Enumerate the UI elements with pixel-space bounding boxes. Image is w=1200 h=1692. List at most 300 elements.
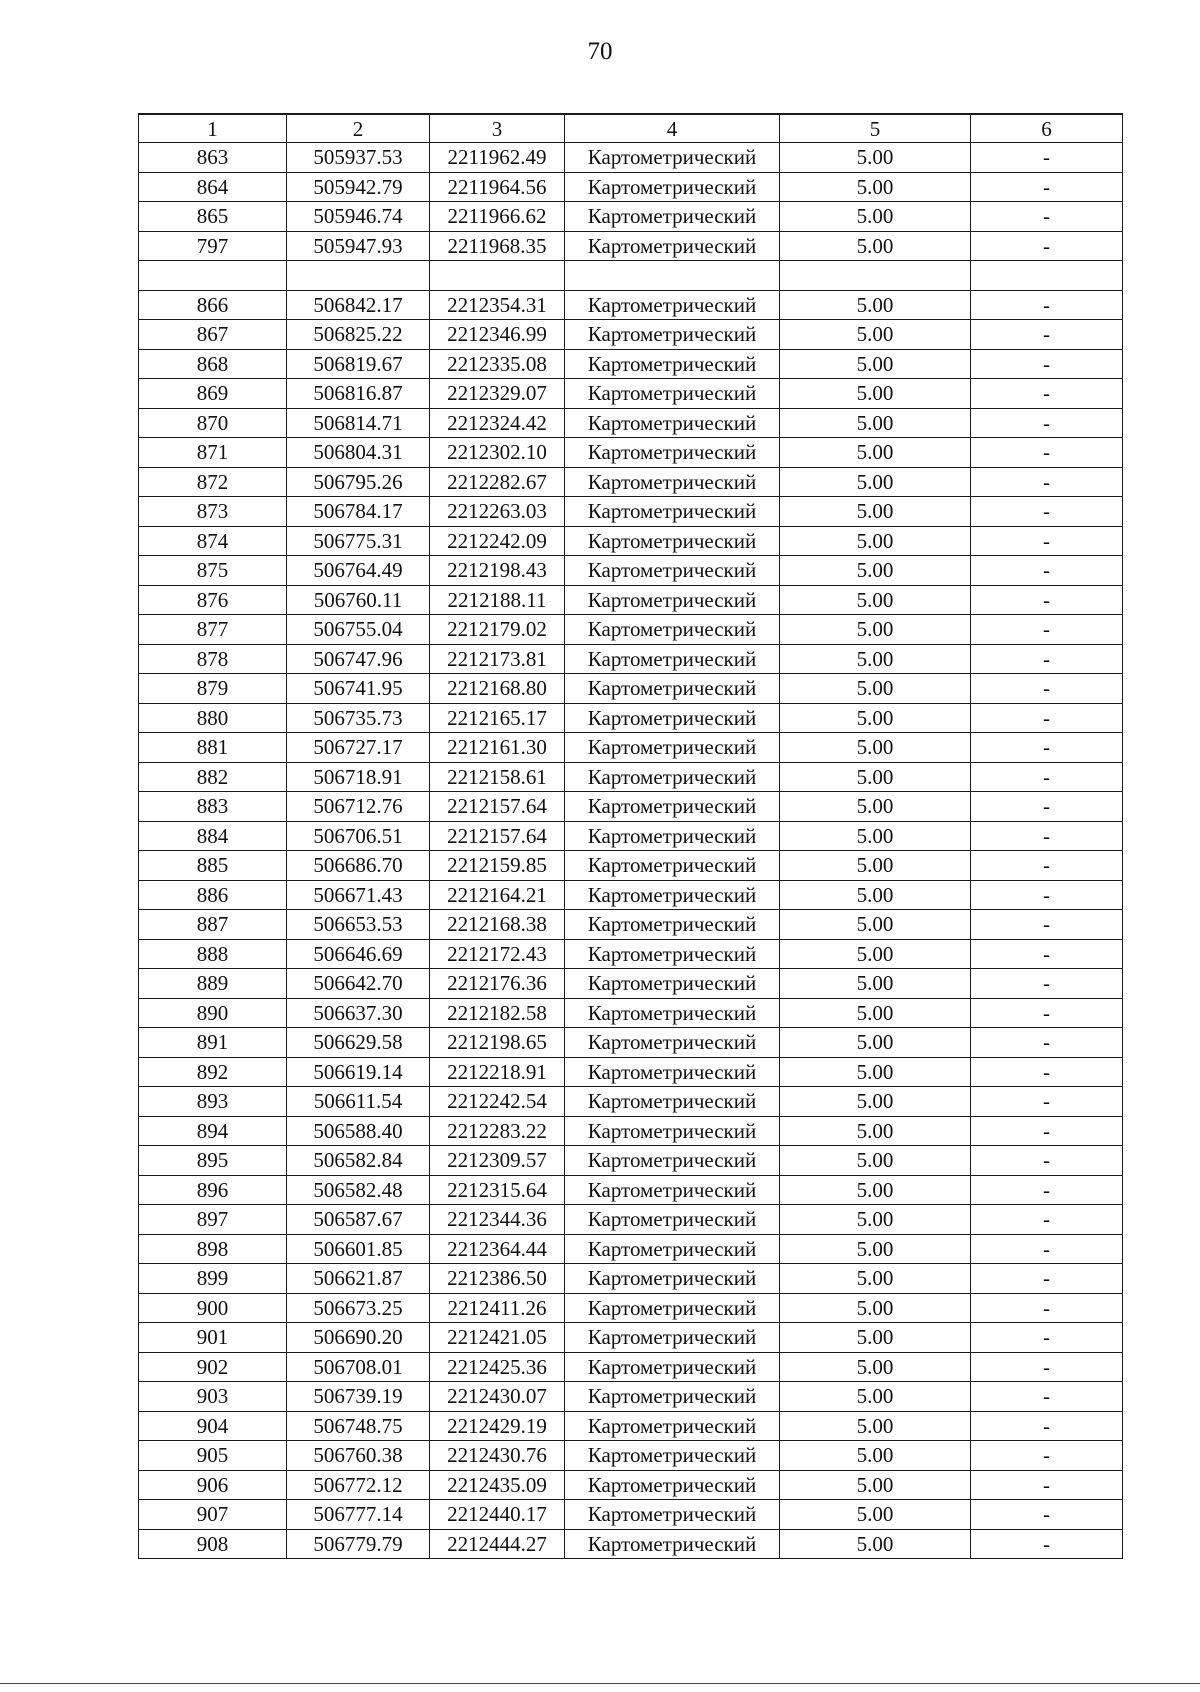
method-cell: Картометрический <box>565 172 780 202</box>
method-cell: Картометрический <box>565 438 780 468</box>
description-cell: - <box>971 615 1123 645</box>
y-coordinate-cell: 2212159.85 <box>430 851 565 881</box>
point-number-cell <box>139 261 287 291</box>
point-number-cell: 868 <box>139 349 287 379</box>
accuracy-cell: 5.00 <box>780 408 971 438</box>
y-coordinate-cell: 2212157.64 <box>430 792 565 822</box>
method-cell: Картометрический <box>565 467 780 497</box>
x-coordinate-cell: 506755.04 <box>287 615 430 645</box>
accuracy-cell: 5.00 <box>780 1205 971 1235</box>
description-cell: - <box>971 1500 1123 1530</box>
x-coordinate-cell: 506804.31 <box>287 438 430 468</box>
x-coordinate-cell: 506727.17 <box>287 733 430 763</box>
point-number-cell: 866 <box>139 290 287 320</box>
point-number-cell: 897 <box>139 1205 287 1235</box>
description-cell: - <box>971 1529 1123 1559</box>
accuracy-cell: 5.00 <box>780 615 971 645</box>
point-number-cell: 888 <box>139 939 287 969</box>
table-row <box>139 998 1123 1028</box>
table-row <box>139 1116 1123 1146</box>
accuracy-cell: 5.00 <box>780 349 971 379</box>
table-row <box>139 438 1123 468</box>
column-header: 1 <box>139 114 287 143</box>
table-row <box>139 1382 1123 1412</box>
x-coordinate-cell: 506582.48 <box>287 1175 430 1205</box>
description-cell: - <box>971 939 1123 969</box>
point-number-cell: 871 <box>139 438 287 468</box>
table-row <box>139 320 1123 350</box>
method-cell: Картометрический <box>565 1529 780 1559</box>
x-coordinate-cell: 505937.53 <box>287 143 430 173</box>
point-number-cell: 869 <box>139 379 287 409</box>
table-row <box>139 497 1123 527</box>
description-cell: - <box>971 585 1123 615</box>
method-cell <box>565 261 780 291</box>
description-cell: - <box>971 1205 1123 1235</box>
point-number-cell: 882 <box>139 762 287 792</box>
x-coordinate-cell: 506735.73 <box>287 703 430 733</box>
y-coordinate-cell: 2212430.76 <box>430 1441 565 1471</box>
method-cell: Картометрический <box>565 1441 780 1471</box>
method-cell: Картометрический <box>565 1175 780 1205</box>
description-cell: - <box>971 438 1123 468</box>
y-coordinate-cell: 2212324.42 <box>430 408 565 438</box>
y-coordinate-cell: 2212435.09 <box>430 1470 565 1500</box>
table-row <box>139 290 1123 320</box>
description-cell: - <box>971 172 1123 202</box>
point-number-cell: 901 <box>139 1323 287 1353</box>
description-cell: - <box>971 969 1123 999</box>
y-coordinate-cell: 2212425.36 <box>430 1352 565 1382</box>
x-coordinate-cell: 506637.30 <box>287 998 430 1028</box>
table-row <box>139 1352 1123 1382</box>
description-cell: - <box>971 1234 1123 1264</box>
table-row <box>139 1234 1123 1264</box>
y-coordinate-cell: 2212165.17 <box>430 703 565 733</box>
y-coordinate-cell: 2212344.36 <box>430 1205 565 1235</box>
description-cell: - <box>971 1175 1123 1205</box>
method-cell: Картометрический <box>565 851 780 881</box>
table-row <box>139 674 1123 704</box>
y-coordinate-cell: 2212354.31 <box>430 290 565 320</box>
y-coordinate-cell: 2212179.02 <box>430 615 565 645</box>
description-cell: - <box>971 1087 1123 1117</box>
accuracy-cell: 5.00 <box>780 1264 971 1294</box>
point-number-cell: 881 <box>139 733 287 763</box>
y-coordinate-cell: 2212302.10 <box>430 438 565 468</box>
y-coordinate-cell: 2212335.08 <box>430 349 565 379</box>
accuracy-cell: 5.00 <box>780 969 971 999</box>
y-coordinate-cell: 2212173.81 <box>430 644 565 674</box>
x-coordinate-cell: 506741.95 <box>287 674 430 704</box>
y-coordinate-cell: 2212421.05 <box>430 1323 565 1353</box>
y-coordinate-cell: 2212263.03 <box>430 497 565 527</box>
x-coordinate-cell: 506760.11 <box>287 585 430 615</box>
description-cell: - <box>971 143 1123 173</box>
description-cell: - <box>971 526 1123 556</box>
method-cell: Картометрический <box>565 526 780 556</box>
accuracy-cell: 5.00 <box>780 1175 971 1205</box>
method-cell: Картометрический <box>565 1352 780 1382</box>
x-coordinate-cell: 506582.84 <box>287 1146 430 1176</box>
table-row <box>139 1175 1123 1205</box>
method-cell: Картометрический <box>565 202 780 232</box>
description-cell: - <box>971 674 1123 704</box>
description-cell: - <box>971 1441 1123 1471</box>
accuracy-cell: 5.00 <box>780 939 971 969</box>
table-row <box>139 202 1123 232</box>
accuracy-cell: 5.00 <box>780 1352 971 1382</box>
method-cell: Картометрический <box>565 1500 780 1530</box>
accuracy-cell: 5.00 <box>780 674 971 704</box>
method-cell: Картометрический <box>565 1323 780 1353</box>
table-row <box>139 1057 1123 1087</box>
accuracy-cell: 5.00 <box>780 1146 971 1176</box>
accuracy-cell: 5.00 <box>780 379 971 409</box>
y-coordinate-cell: 2212242.09 <box>430 526 565 556</box>
method-cell: Картометрический <box>565 1382 780 1412</box>
y-coordinate-cell: 2211968.35 <box>430 231 565 261</box>
x-coordinate-cell <box>287 261 430 291</box>
x-coordinate-cell: 506795.26 <box>287 467 430 497</box>
x-coordinate-cell: 506646.69 <box>287 939 430 969</box>
method-cell: Картометрический <box>565 821 780 851</box>
method-cell: Картометрический <box>565 1087 780 1117</box>
description-cell: - <box>971 1116 1123 1146</box>
description-cell: - <box>971 231 1123 261</box>
table-row <box>139 880 1123 910</box>
point-number-cell: 886 <box>139 880 287 910</box>
table-header-row <box>139 114 1123 143</box>
table-row <box>139 910 1123 940</box>
column-header: 5 <box>780 114 971 143</box>
description-cell: - <box>971 556 1123 586</box>
point-number-cell: 907 <box>139 1500 287 1530</box>
table-row <box>139 939 1123 969</box>
method-cell: Картометрический <box>565 644 780 674</box>
description-cell: - <box>971 320 1123 350</box>
accuracy-cell: 5.00 <box>780 1382 971 1412</box>
description-cell: - <box>971 290 1123 320</box>
description-cell: - <box>971 733 1123 763</box>
point-number-cell: 898 <box>139 1234 287 1264</box>
x-coordinate-cell: 506712.76 <box>287 792 430 822</box>
point-number-cell: 884 <box>139 821 287 851</box>
method-cell: Картометрический <box>565 762 780 792</box>
table-row <box>139 1323 1123 1353</box>
method-cell: Картометрический <box>565 703 780 733</box>
method-cell: Картометрический <box>565 792 780 822</box>
point-number-cell: 899 <box>139 1264 287 1294</box>
description-cell: - <box>971 1028 1123 1058</box>
y-coordinate-cell: 2212176.36 <box>430 969 565 999</box>
method-cell: Картометрический <box>565 939 780 969</box>
accuracy-cell: 5.00 <box>780 143 971 173</box>
description-cell: - <box>971 1323 1123 1353</box>
table-row <box>139 1205 1123 1235</box>
accuracy-cell: 5.00 <box>780 1529 971 1559</box>
x-coordinate-cell: 506690.20 <box>287 1323 430 1353</box>
accuracy-cell: 5.00 <box>780 1500 971 1530</box>
accuracy-cell: 5.00 <box>780 585 971 615</box>
table-row <box>139 1028 1123 1058</box>
x-coordinate-cell: 506779.79 <box>287 1529 430 1559</box>
table-row <box>139 821 1123 851</box>
point-number-cell: 900 <box>139 1293 287 1323</box>
column-header: 2 <box>287 114 430 143</box>
description-cell: - <box>971 1411 1123 1441</box>
description-cell: - <box>971 408 1123 438</box>
method-cell: Картометрический <box>565 231 780 261</box>
y-coordinate-cell: 2212157.64 <box>430 821 565 851</box>
coordinates-table <box>138 113 1123 1559</box>
point-number-cell: 891 <box>139 1028 287 1058</box>
method-cell: Картометрический <box>565 969 780 999</box>
accuracy-cell: 5.00 <box>780 880 971 910</box>
table-row <box>139 585 1123 615</box>
x-coordinate-cell: 506739.19 <box>287 1382 430 1412</box>
y-coordinate-cell: 2212158.61 <box>430 762 565 792</box>
y-coordinate-cell: 2212309.57 <box>430 1146 565 1176</box>
point-number-cell: 865 <box>139 202 287 232</box>
description-cell: - <box>971 202 1123 232</box>
x-coordinate-cell: 506775.31 <box>287 526 430 556</box>
accuracy-cell: 5.00 <box>780 1234 971 1264</box>
point-number-cell: 905 <box>139 1441 287 1471</box>
x-coordinate-cell: 506588.40 <box>287 1116 430 1146</box>
table-row <box>139 1146 1123 1176</box>
y-coordinate-cell: 2212198.43 <box>430 556 565 586</box>
method-cell: Картометрический <box>565 408 780 438</box>
point-number-cell: 867 <box>139 320 287 350</box>
x-coordinate-cell: 506686.70 <box>287 851 430 881</box>
method-cell: Картометрический <box>565 320 780 350</box>
x-coordinate-cell: 506629.58 <box>287 1028 430 1058</box>
y-coordinate-cell: 2212430.07 <box>430 1382 565 1412</box>
method-cell: Картометрический <box>565 1146 780 1176</box>
method-cell: Картометрический <box>565 290 780 320</box>
x-coordinate-cell: 506706.51 <box>287 821 430 851</box>
method-cell: Картометрический <box>565 998 780 1028</box>
page-number: 70 <box>587 38 613 65</box>
x-coordinate-cell: 506777.14 <box>287 1500 430 1530</box>
y-coordinate-cell <box>430 261 565 291</box>
description-cell: - <box>971 703 1123 733</box>
accuracy-cell: 5.00 <box>780 1057 971 1087</box>
method-cell: Картометрический <box>565 349 780 379</box>
accuracy-cell: 5.00 <box>780 1323 971 1353</box>
method-cell: Картометрический <box>565 674 780 704</box>
accuracy-cell: 5.00 <box>780 1087 971 1117</box>
point-number-cell: 873 <box>139 497 287 527</box>
table-row <box>139 1411 1123 1441</box>
table-row <box>139 261 1123 291</box>
method-cell: Картометрический <box>565 556 780 586</box>
point-number-cell: 874 <box>139 526 287 556</box>
x-coordinate-cell: 506784.17 <box>287 497 430 527</box>
description-cell: - <box>971 379 1123 409</box>
accuracy-cell: 5.00 <box>780 1028 971 1058</box>
description-cell <box>971 261 1123 291</box>
x-coordinate-cell: 506772.12 <box>287 1470 430 1500</box>
method-cell: Картометрический <box>565 379 780 409</box>
description-cell: - <box>971 1264 1123 1294</box>
y-coordinate-cell: 2212282.67 <box>430 467 565 497</box>
accuracy-cell: 5.00 <box>780 438 971 468</box>
point-number-cell: 887 <box>139 910 287 940</box>
point-number-cell: 894 <box>139 1116 287 1146</box>
table-row <box>139 644 1123 674</box>
point-number-cell: 872 <box>139 467 287 497</box>
accuracy-cell: 5.00 <box>780 644 971 674</box>
y-coordinate-cell: 2212429.19 <box>430 1411 565 1441</box>
method-cell: Картометрический <box>565 880 780 910</box>
x-coordinate-cell: 506642.70 <box>287 969 430 999</box>
point-number-cell: 896 <box>139 1175 287 1205</box>
x-coordinate-cell: 506842.17 <box>287 290 430 320</box>
description-cell: - <box>971 1470 1123 1500</box>
accuracy-cell: 5.00 <box>780 1411 971 1441</box>
table-row <box>139 467 1123 497</box>
point-number-cell: 878 <box>139 644 287 674</box>
y-coordinate-cell: 2212198.65 <box>430 1028 565 1058</box>
method-cell: Картометрический <box>565 1057 780 1087</box>
point-number-cell: 883 <box>139 792 287 822</box>
accuracy-cell: 5.00 <box>780 556 971 586</box>
method-cell: Картометрический <box>565 910 780 940</box>
method-cell: Картометрический <box>565 615 780 645</box>
point-number-cell: 876 <box>139 585 287 615</box>
accuracy-cell: 5.00 <box>780 998 971 1028</box>
description-cell: - <box>971 851 1123 881</box>
y-coordinate-cell: 2211962.49 <box>430 143 565 173</box>
accuracy-cell: 5.00 <box>780 1441 971 1471</box>
x-coordinate-cell: 506671.43 <box>287 880 430 910</box>
description-cell: - <box>971 1146 1123 1176</box>
method-cell: Картометрический <box>565 733 780 763</box>
x-coordinate-cell: 506819.67 <box>287 349 430 379</box>
y-coordinate-cell: 2212168.38 <box>430 910 565 940</box>
accuracy-cell: 5.00 <box>780 1116 971 1146</box>
table-body <box>139 143 1123 1559</box>
y-coordinate-cell: 2212440.17 <box>430 1500 565 1530</box>
table-row <box>139 615 1123 645</box>
table-row <box>139 349 1123 379</box>
y-coordinate-cell: 2212444.27 <box>430 1529 565 1559</box>
description-cell: - <box>971 1057 1123 1087</box>
table-row <box>139 379 1123 409</box>
x-coordinate-cell: 506760.38 <box>287 1441 430 1471</box>
y-coordinate-cell: 2212164.21 <box>430 880 565 910</box>
description-cell: - <box>971 1293 1123 1323</box>
y-coordinate-cell: 2212218.91 <box>430 1057 565 1087</box>
x-coordinate-cell: 506825.22 <box>287 320 430 350</box>
point-number-cell: 877 <box>139 615 287 645</box>
description-cell: - <box>971 762 1123 792</box>
x-coordinate-cell: 505947.93 <box>287 231 430 261</box>
x-coordinate-cell: 506621.87 <box>287 1264 430 1294</box>
table-row <box>139 408 1123 438</box>
x-coordinate-cell: 506718.91 <box>287 762 430 792</box>
table-row <box>139 526 1123 556</box>
y-coordinate-cell: 2212283.22 <box>430 1116 565 1146</box>
point-number-cell: 880 <box>139 703 287 733</box>
method-cell: Картометрический <box>565 1028 780 1058</box>
y-coordinate-cell: 2212172.43 <box>430 939 565 969</box>
x-coordinate-cell: 506816.87 <box>287 379 430 409</box>
accuracy-cell: 5.00 <box>780 1470 971 1500</box>
column-header: 4 <box>565 114 780 143</box>
y-coordinate-cell: 2212346.99 <box>430 320 565 350</box>
y-coordinate-cell: 2212315.64 <box>430 1175 565 1205</box>
method-cell: Картометрический <box>565 1293 780 1323</box>
point-number-cell: 908 <box>139 1529 287 1559</box>
y-coordinate-cell: 2212242.54 <box>430 1087 565 1117</box>
point-number-cell: 870 <box>139 408 287 438</box>
table-row <box>139 762 1123 792</box>
description-cell: - <box>971 910 1123 940</box>
accuracy-cell: 5.00 <box>780 762 971 792</box>
accuracy-cell: 5.00 <box>780 497 971 527</box>
accuracy-cell <box>780 261 971 291</box>
point-number-cell: 892 <box>139 1057 287 1087</box>
accuracy-cell: 5.00 <box>780 821 971 851</box>
point-number-cell: 893 <box>139 1087 287 1117</box>
table-row <box>139 733 1123 763</box>
table-row <box>139 1441 1123 1471</box>
point-number-cell: 863 <box>139 143 287 173</box>
y-coordinate-cell: 2212168.80 <box>430 674 565 704</box>
accuracy-cell: 5.00 <box>780 733 971 763</box>
method-cell: Картометрический <box>565 1116 780 1146</box>
y-coordinate-cell: 2212386.50 <box>430 1264 565 1294</box>
accuracy-cell: 5.00 <box>780 703 971 733</box>
point-number-cell: 797 <box>139 231 287 261</box>
accuracy-cell: 5.00 <box>780 1293 971 1323</box>
x-coordinate-cell: 506587.67 <box>287 1205 430 1235</box>
description-cell: - <box>971 880 1123 910</box>
table-row <box>139 172 1123 202</box>
y-coordinate-cell: 2212329.07 <box>430 379 565 409</box>
x-coordinate-cell: 505942.79 <box>287 172 430 202</box>
accuracy-cell: 5.00 <box>780 467 971 497</box>
x-coordinate-cell: 506747.96 <box>287 644 430 674</box>
point-number-cell: 903 <box>139 1382 287 1412</box>
table-row <box>139 969 1123 999</box>
point-number-cell: 904 <box>139 1411 287 1441</box>
accuracy-cell: 5.00 <box>780 792 971 822</box>
table-row <box>139 1087 1123 1117</box>
accuracy-cell: 5.00 <box>780 231 971 261</box>
accuracy-cell: 5.00 <box>780 910 971 940</box>
y-coordinate-cell: 2211966.62 <box>430 202 565 232</box>
x-coordinate-cell: 506653.53 <box>287 910 430 940</box>
x-coordinate-cell: 506708.01 <box>287 1352 430 1382</box>
point-number-cell: 889 <box>139 969 287 999</box>
description-cell: - <box>971 998 1123 1028</box>
column-header: 6 <box>971 114 1123 143</box>
y-coordinate-cell: 2212411.26 <box>430 1293 565 1323</box>
y-coordinate-cell: 2212182.58 <box>430 998 565 1028</box>
description-cell: - <box>971 792 1123 822</box>
table-row <box>139 556 1123 586</box>
x-coordinate-cell: 506764.49 <box>287 556 430 586</box>
table-row <box>139 231 1123 261</box>
point-number-cell: 902 <box>139 1352 287 1382</box>
table-row <box>139 703 1123 733</box>
point-number-cell: 864 <box>139 172 287 202</box>
accuracy-cell: 5.00 <box>780 320 971 350</box>
